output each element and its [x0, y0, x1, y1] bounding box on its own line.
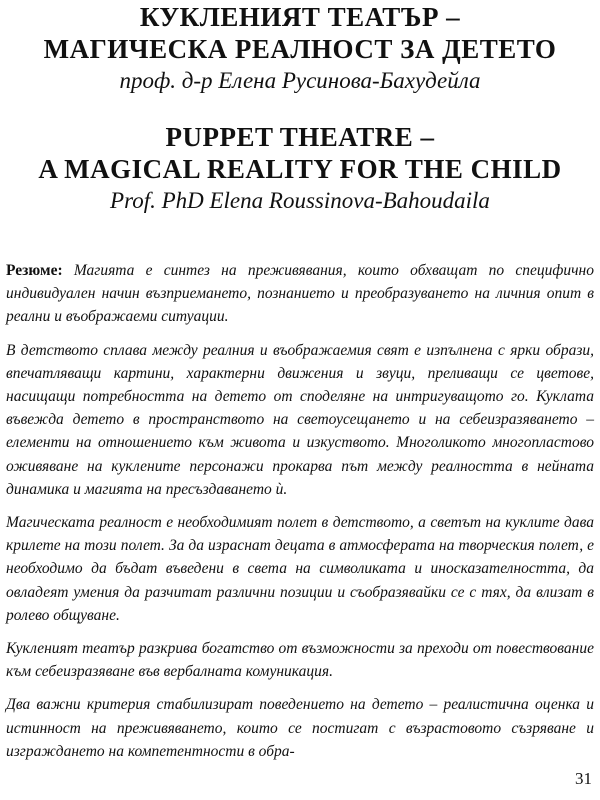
- abstract-label: Резюме:: [6, 262, 63, 279]
- title-bg-line2: МАГИЧЕСКА РЕАЛНОСТ ЗА ДЕТЕТО: [43, 34, 557, 64]
- page-number: 31: [575, 769, 592, 788]
- abstract-body: [6, 259, 594, 773]
- abstract-paragraph-1: [6, 259, 594, 329]
- abstract-paragraph-4: Кукленият театър разкрива богатство от възможности за преходи от повествование към себеизразяване във вербалната комуникация.: [6, 640, 594, 681]
- abstract-paragraph-2: В детството сплава между реалния и въображаемия свят е изпълнена с ярки образи, впечатляващи картини, характерни движения и звуци, преливащи се цветове, насищащи потребността на детето от споделяне на интригуващото го. Куклата въвежда детето в пространството на светоусещането и на себеизразяването – елементи на отношението към живота и изкуството. Многоликото многопластово оживяване на куклените персонажи прокарва път между реалността в нейната динамика и магията на пресъздаването ѝ.: [6, 341, 594, 498]
- author-bg: проф. д-р Елена Русинова-Бахудейла: [119, 68, 481, 93]
- author-en: Prof. PhD Elena Roussinova-Bahoudaila: [110, 188, 490, 213]
- title-en-line1: PUPPET THEATRE –: [165, 122, 435, 152]
- abstract-paragraph-5: Два важни критерия стабилизират поведението на детето – реалистична оценка и истинност на преживяването, които се постигат с възрастовото съзряване и изграждането на компетентности в обра-: [6, 696, 594, 760]
- abstract-paragraph-3: Магическата реалност е необходимият полет в детството, а светът на куклите дава крилете на този полет. За да израснат децата в атмосферата на творческия полет, е необходимо да бъдат въведени в света на символиката и иносказателността, да овладеят умения да разчитат различни позиции и съобразявайки се с тях, да влизат в ролево общуване.: [6, 514, 594, 624]
- title-en-line2: A MAGICAL REALITY FOR THE CHILD: [38, 154, 562, 184]
- abstract-paragraph-1-text: Магията е синтез на преживявания, които обхващат по специфично индивидуален начин възприемането, познанието и преобразуването на личния опит в реални и въображаеми ситуации.: [6, 262, 594, 326]
- title-bg-line1: КУКЛЕНИЯТ ТЕАТЪР –: [139, 2, 461, 32]
